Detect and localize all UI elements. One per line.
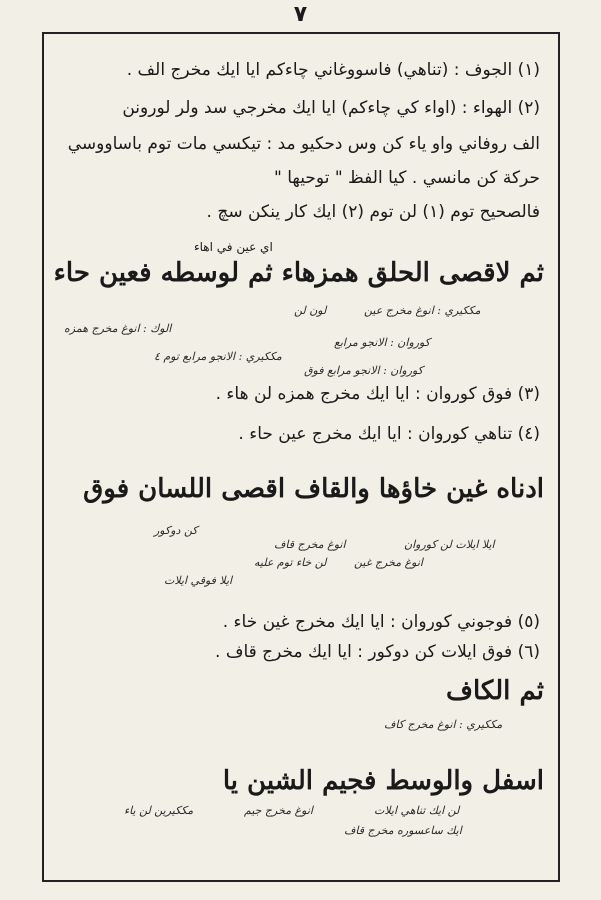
text-line-9: (٦) فوق ايلات كن دوكور : ايا ايك مخرج قاف . xyxy=(215,642,540,662)
text-line-3: الف روفاني واو ياء كن وس دحكيو مد : تيكسي مات توم باساووسي xyxy=(67,134,540,154)
verse2-gloss-2: ايلا ايلات لن كوروان xyxy=(404,538,495,551)
verse2-gloss-4: انوغ مخرج غين xyxy=(354,556,423,569)
text-line-2: (٢) الهواء : (اواء كي چاءكم) ايا ايك مخرجي سد ولر لورونن xyxy=(122,98,540,118)
page-frame xyxy=(42,32,560,882)
text-line-8: (٥) فوجوني كوروان : ايا ايك مخرج غين خاء . xyxy=(222,612,540,632)
margin-note: اي عين في اهاء xyxy=(194,240,273,254)
text-line-4: حركة كن مانسي . كيا الفظ " توحيها " xyxy=(274,168,540,188)
text-line-6: (٣) فوق كوروان : ايا ايك مخرج همزه لن هاء . xyxy=(215,384,540,404)
verse2-gloss-3: انوغ مخرج قاف xyxy=(274,538,346,551)
text-line-5: فالصحيح توم (١) لن توم (٢) ايك كار ينكن سچ . xyxy=(206,202,540,222)
verse1-gloss-2: لون لن xyxy=(294,304,327,317)
verse4-gloss-4: ايك ساعسوره مخرج قاف xyxy=(344,824,462,837)
verse3-gloss: مككيري : انوغ مخرج كاف xyxy=(384,718,503,731)
verse4-gloss-1: لن ايك تناهي ايلات xyxy=(374,804,460,817)
verse-line-1: ثم لاقصى الحلق همزهاء ثم لوسطه فعين حاء xyxy=(53,258,544,288)
verse4-gloss-2: انوغ مخرج جيم xyxy=(244,804,313,817)
text-line-1: (١) الجوف : (تناهي) فاسووغاني چاءكم ايا ايك مخرج الف . xyxy=(126,60,540,80)
verse-line-4: اسفل والوسط فجيم الشين يا xyxy=(222,766,544,796)
verse1-gloss-5: مككيري : الانجو مرابع توم ٤ xyxy=(154,350,282,363)
verse2-gloss-6: ايلا فوقي ايلات xyxy=(164,574,233,587)
verse4-gloss-3: مككيرين لن ياء xyxy=(124,804,194,817)
verse2-gloss-1: كن دوكور xyxy=(154,524,198,537)
verse1-gloss-6: كوروان : الانجو مرابع فوق xyxy=(304,364,423,377)
verse-line-2: ادناه غين خاؤها والقاف اقصى اللسان فوق xyxy=(83,474,544,504)
verse1-gloss-1: مككيري : انوغ مخرج عين xyxy=(364,304,481,317)
text-line-7: (٤) تناهي كوروان : ايا ايك مخرج عين حاء . xyxy=(238,424,540,444)
verse1-gloss-4: كوروان : الانجو مرابع xyxy=(334,336,430,349)
page-number: ٧ xyxy=(293,2,308,27)
verse2-gloss-5: لن خاء توم عليه xyxy=(254,556,327,569)
verse-line-3: ثم الكاف xyxy=(446,676,544,706)
verse1-gloss-3: الوك : انوغ مخرج همزه xyxy=(64,322,172,335)
